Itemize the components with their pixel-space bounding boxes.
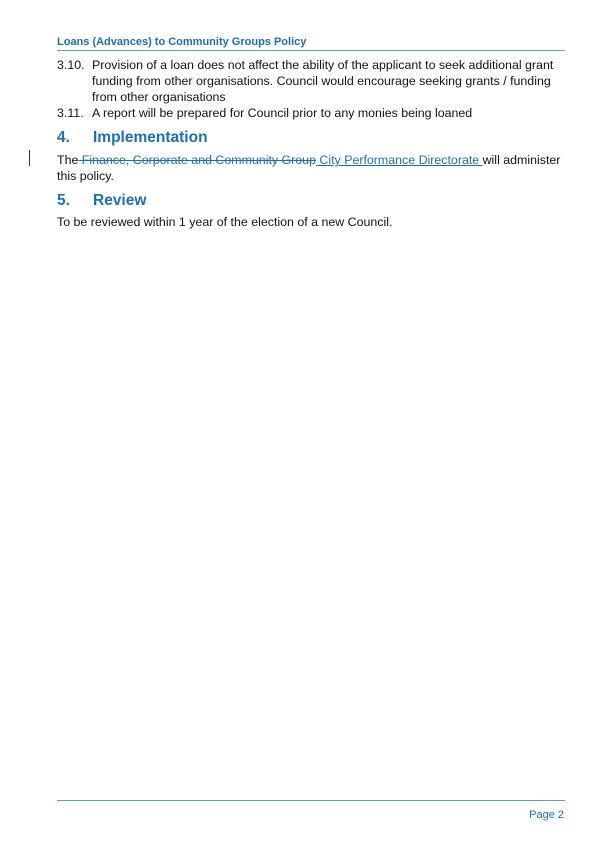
section-title: Implementation (93, 129, 208, 146)
section-number: 4. (57, 129, 70, 146)
implementation-paragraph (57, 152, 562, 184)
section-number: 5. (57, 192, 70, 209)
text-after: will administer this policy. (57, 153, 561, 183)
tracked-change-bar (29, 150, 30, 166)
section-title: Review (93, 192, 147, 209)
document-header-title: Loans (Advances) to Community Groups Policy (57, 36, 307, 48)
text-before: The (57, 153, 79, 167)
clause-number: 3.11. (57, 106, 84, 120)
review-paragraph: To be reviewed within 1 year of the election of a new Council. (57, 215, 393, 229)
footer-divider (57, 800, 565, 801)
clause-3-11 (57, 105, 557, 121)
clause-text: Provision of a loan does not affect the ability of the applicant to seek additional grant funding from other organisations. Council would encourage seeking grants / funding from other organisations (92, 58, 554, 104)
clause-text: A report will be prepared for Council prior to any monies being loaned (92, 106, 473, 120)
page-number: Page 2 (529, 809, 564, 821)
header-divider (57, 50, 565, 51)
inserted-text: City Performance Directorate (315, 153, 483, 167)
deleted-text: Finance, Corporate and Community Group (78, 153, 316, 167)
clause-3-10 (57, 57, 557, 105)
clause-number: 3.10. (57, 58, 85, 72)
section-heading-implementation (57, 129, 208, 147)
section-heading-review (57, 192, 146, 210)
